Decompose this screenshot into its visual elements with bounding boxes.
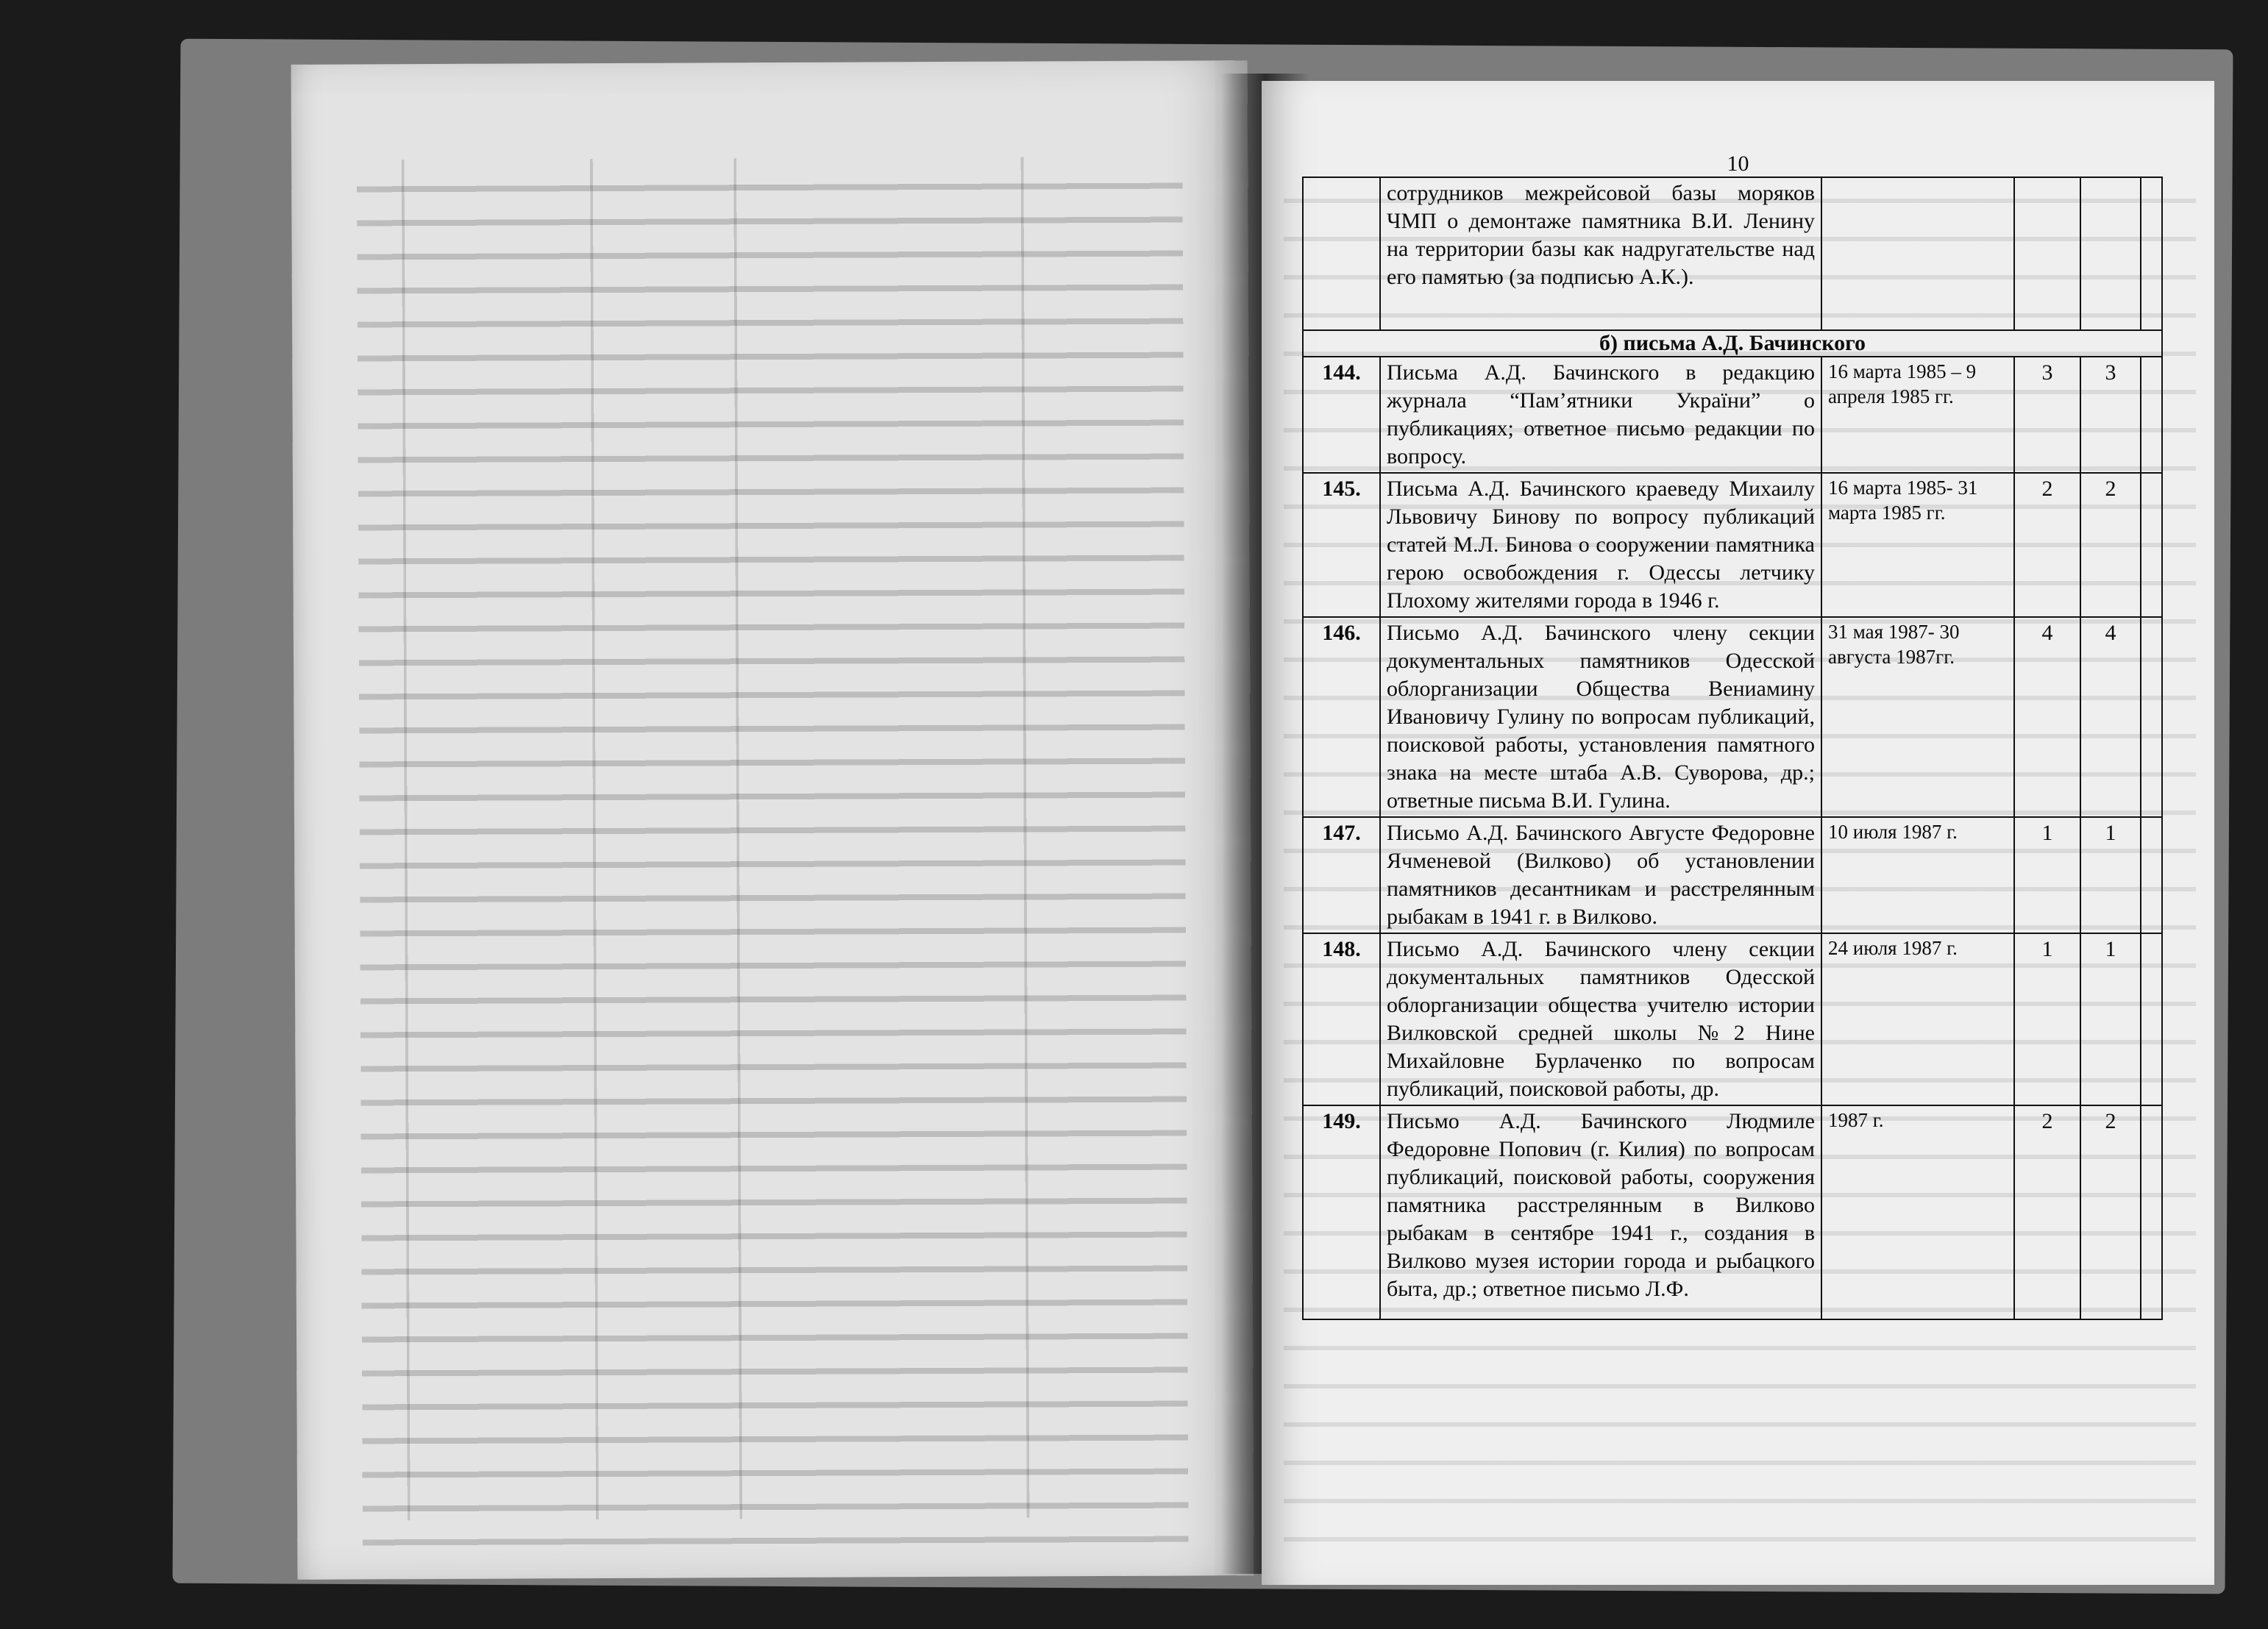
row-description: Письмо А.Д. Бачинского члену секции документальных памятников Одесской облорганизации Общества Вениамину Ивановичу Гулину по вопросам публикаций, поисковой работы, установления памятного знака на месте штаба А.В. Суворова, др.; ответные письма В.И. Гулина. bbox=[1380, 617, 1821, 817]
section-heading-row bbox=[1303, 330, 2162, 357]
section-heading: б) письма А.Д. Бачинского bbox=[1303, 330, 2162, 357]
row-date: 16 марта 1985- 31 марта 1985 гг. bbox=[1821, 473, 2014, 617]
row-number bbox=[1303, 177, 1380, 330]
row-description: Письма А.Д. Бачинского краеведу Михаилу Львовичу Бинову по вопросу публикаций статей М.Л. Бинова о сооружении памятника герою освобождения г. Одессы летчику Плохому жителями города в 1946 г. bbox=[1380, 473, 1821, 617]
table-row bbox=[1303, 1105, 2162, 1319]
table-row bbox=[1303, 357, 2162, 473]
row-count-a: 2 bbox=[2014, 473, 2080, 617]
row-extra bbox=[2141, 357, 2162, 473]
row-date: 31 мая 1987- 30 августа 1987гг. bbox=[1821, 617, 2014, 817]
row-extra bbox=[2141, 933, 2162, 1105]
table-row bbox=[1303, 473, 2162, 617]
row-number: 146. bbox=[1303, 617, 1380, 817]
row-date: 1987 г. bbox=[1821, 1105, 2014, 1319]
row-description: Письма А.Д. Бачинского в редакцию журнала “Пам’ятники України” о публикациях; ответное письмо редакции по вопросу. bbox=[1380, 357, 1821, 473]
row-count-a: 1 bbox=[2014, 933, 2080, 1105]
left-page-ghost-text bbox=[321, 163, 1224, 1550]
row-count-a: 2 bbox=[2014, 1105, 2080, 1319]
left-page-faded bbox=[291, 60, 1254, 1580]
row-date: 10 июля 1987 г. bbox=[1821, 817, 2014, 933]
right-page bbox=[1262, 81, 2214, 1585]
row-extra bbox=[2141, 817, 2162, 933]
row-count-b: 4 bbox=[2080, 617, 2141, 817]
row-description: Письмо А.Д. Бачинского Людмиле Федоровне Попович (г. Килия) по вопросам публикаций, поисковой работы, сооружения памятника расстрелянным в Вилково рыбакам в сентябре 1941 г., создания в Вилково музея истории города и рыбацкого быта, др.; ответное письмо Л.Ф. bbox=[1380, 1105, 1821, 1319]
table-row bbox=[1303, 817, 2162, 933]
row-count-b bbox=[2080, 177, 2141, 330]
row-date: 16 марта 1985 – 9 апреля 1985 гг. bbox=[1821, 357, 2014, 473]
row-count-a: 1 bbox=[2014, 817, 2080, 933]
row-date: 24 июля 1987 г. bbox=[1821, 933, 2014, 1105]
row-extra bbox=[2141, 617, 2162, 817]
row-count-a: 3 bbox=[2014, 357, 2080, 473]
page-number: 10 bbox=[1727, 152, 1749, 176]
row-count-b: 2 bbox=[2080, 1105, 2141, 1319]
row-count-b: 1 bbox=[2080, 933, 2141, 1105]
row-date bbox=[1821, 177, 2014, 330]
row-extra bbox=[2141, 177, 2162, 330]
row-count-b: 1 bbox=[2080, 817, 2141, 933]
row-description: Письмо А.Д. Бачинского члену секции документальных памятников Одесской облорганизации общества учителю истории Вилковской средней школы №2 Нине Михайловне Бурлаченко по вопросам публикаций, поисковой работы, др. bbox=[1380, 933, 1821, 1105]
table-row bbox=[1303, 617, 2162, 817]
row-number: 149. bbox=[1303, 1105, 1380, 1319]
row-number: 145. bbox=[1303, 473, 1380, 617]
row-extra bbox=[2141, 1105, 2162, 1319]
row-number: 147. bbox=[1303, 817, 1380, 933]
row-description: сотрудников межрейсовой базы моряков ЧМП о демонтаже памятника В.И. Ленину на территории базы как надругательстве над его памятью (за подписью А.К.). bbox=[1380, 177, 1821, 330]
row-count-b: 2 bbox=[2080, 473, 2141, 617]
row-count-b: 3 bbox=[2080, 357, 2141, 473]
row-count-a: 4 bbox=[2014, 617, 2080, 817]
row-extra bbox=[2141, 473, 2162, 617]
row-number: 144. bbox=[1303, 357, 1380, 473]
row-number: 148. bbox=[1303, 933, 1380, 1105]
table-row-continued bbox=[1303, 177, 2162, 330]
row-description: Письмо А.Д. Бачинского Августе Федоровне Ячменевой (Вилково) об установлении памятников десантникам и расстрелянным рыбакам в 1941 г. в Вилково. bbox=[1380, 817, 1821, 933]
table-row bbox=[1303, 933, 2162, 1105]
document-table bbox=[1302, 177, 2163, 1320]
row-count-a bbox=[2014, 177, 2080, 330]
